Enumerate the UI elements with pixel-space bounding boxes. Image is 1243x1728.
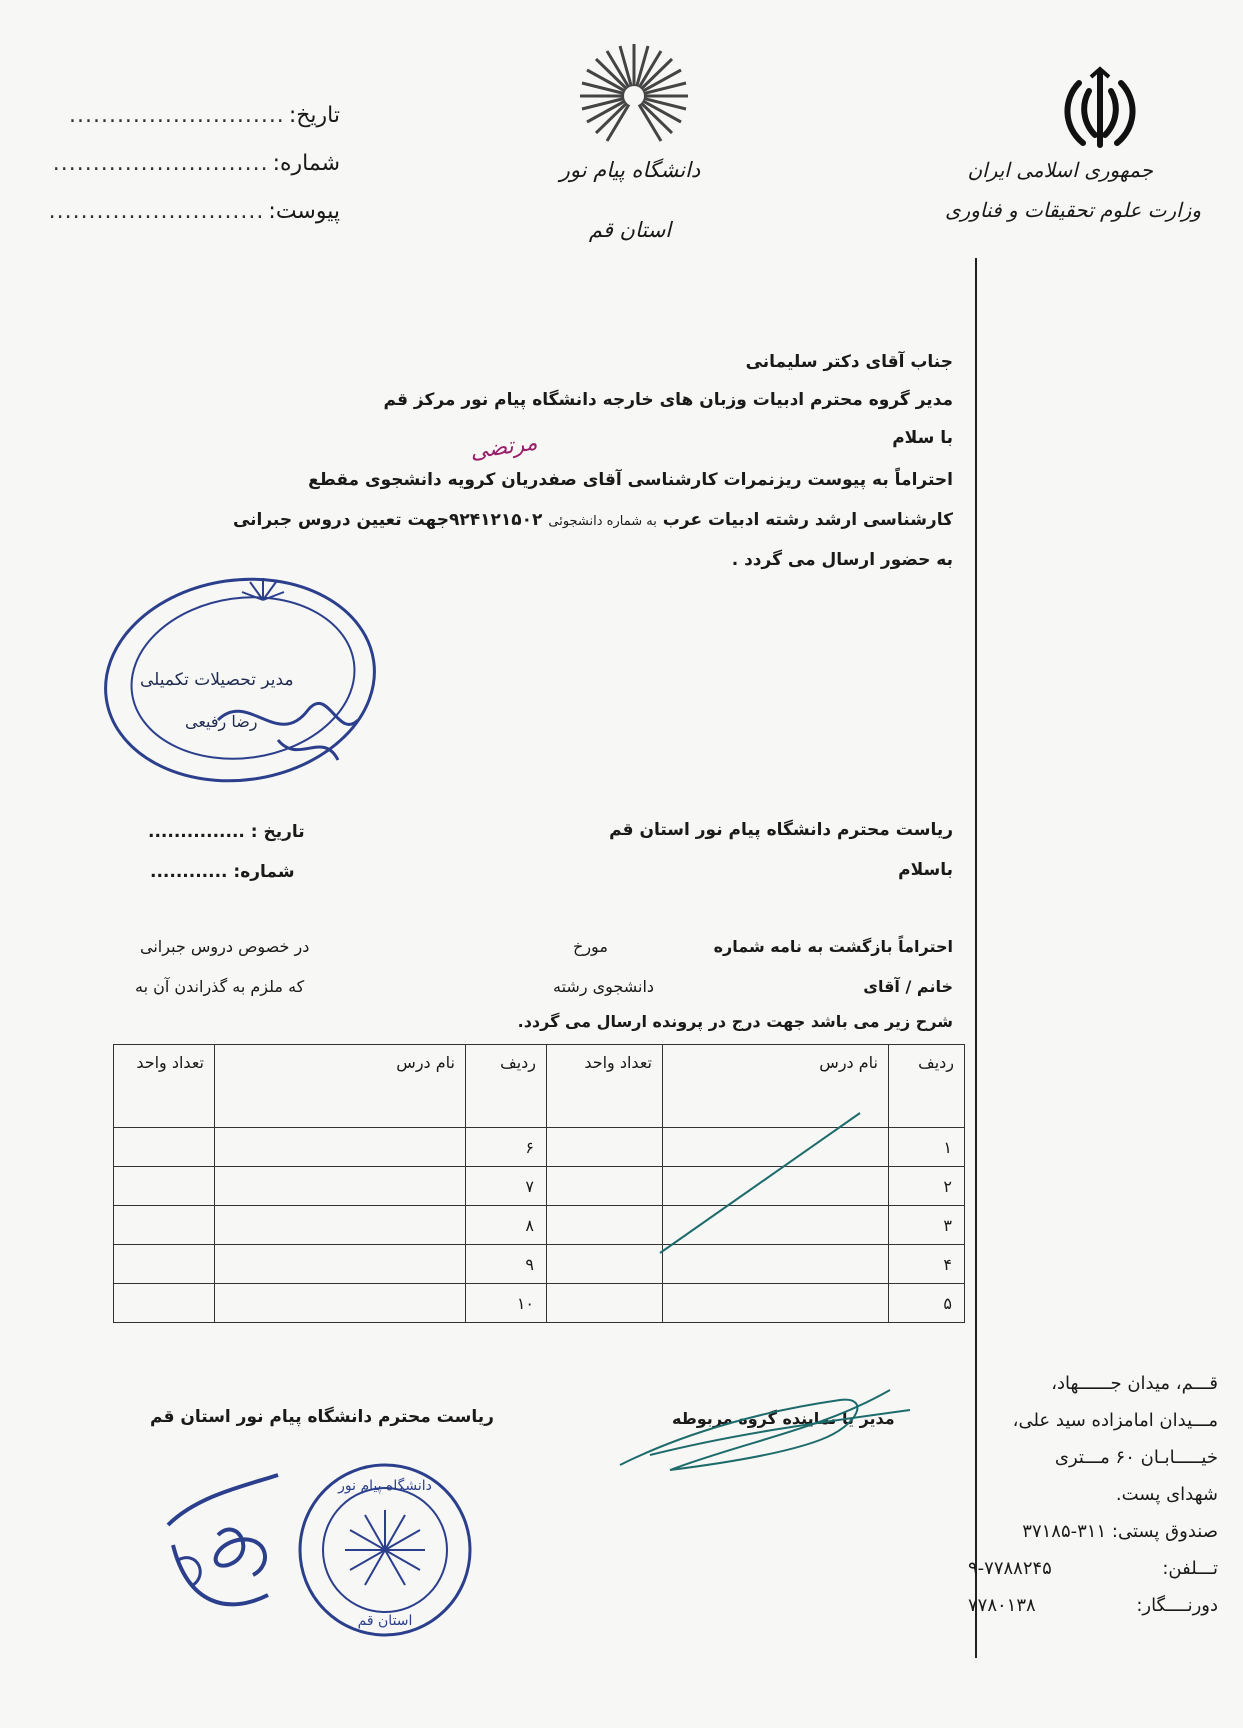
reply-number: شماره: ............ [150, 862, 295, 882]
table-row [114, 1284, 965, 1323]
table-cell: ۱۰ [466, 1284, 547, 1323]
table-cell [114, 1167, 215, 1206]
table-cell [114, 1245, 215, 1284]
table-cell [114, 1128, 215, 1167]
government-name: جمهوری اسلامی ایران [967, 158, 1153, 182]
table-cell: ۷ [466, 1167, 547, 1206]
table-cell [547, 1284, 663, 1323]
reply-p2b: دانشجوی رشته [553, 977, 655, 996]
table-cell [215, 1284, 466, 1323]
attachment-label: پیوست: [268, 199, 340, 224]
attachment-field [48, 188, 340, 236]
date-field [70, 92, 340, 140]
table-cell [114, 1206, 215, 1245]
stamp-name: رضا رفیعی [185, 712, 258, 731]
table-cell [215, 1128, 466, 1167]
col-row-2: ردیف [466, 1045, 547, 1128]
signature-left-title: ریاست محترم دانشگاه پیام نور استان قم [150, 1407, 494, 1427]
reply-p1b: مورخ [573, 937, 608, 956]
address-line2: مـــیدان امامزاده سید علی، [1012, 1410, 1218, 1431]
fax-number: ۷۷۸۰۱۳۸ [968, 1595, 1036, 1616]
number-field [52, 140, 340, 188]
number-dots: ........................... [52, 151, 269, 176]
header-fields [48, 92, 340, 236]
stamp-title: مدیر تحصیلات تکمیلی [140, 670, 294, 690]
reply-p2a: خانم / آقای [863, 977, 953, 996]
table-cell: ۶ [466, 1128, 547, 1167]
university-name: دانشگاه پیام نور [559, 158, 701, 182]
table-cell: ۵ [889, 1284, 965, 1323]
letter-body-line3: به حضور ارسال می گردد . [731, 550, 953, 570]
table-cell [215, 1206, 466, 1245]
number-label: شماره: [272, 151, 340, 176]
reply-date: تاریخ : ............... [148, 822, 305, 842]
handwritten-signature-icon [158, 1465, 288, 1625]
reply-title: ریاست محترم دانشگاه پیام نور استان قم [609, 820, 953, 840]
table-cell [547, 1206, 663, 1245]
date-dots: ........................... [68, 103, 285, 128]
table-cell: ۸ [466, 1206, 547, 1245]
phone-label: تـــلفن: [1162, 1558, 1218, 1579]
letter-role: مدیر گروه محترم ادبیات وزبان های خارجه دانشگاه پیام نور مرکز قم [383, 390, 953, 410]
university-province: استان قم [588, 218, 672, 242]
university-stamp-icon [295, 1460, 475, 1640]
letter-greeting: با سلام [892, 428, 953, 448]
table-cell [215, 1245, 466, 1284]
letter-body-studentno: ۹۲۴۱۲۱۵۰۲جهت تعیین دروس جبرانی [232, 510, 543, 530]
col-units-1: تعداد واحد [547, 1045, 663, 1128]
col-row-1: ردیف [889, 1045, 965, 1128]
address-line3: خیـــــابـان ۶۰ مـــتری [1054, 1447, 1218, 1468]
table-cell: ۹ [466, 1245, 547, 1284]
handwritten-name: مرتضی [468, 430, 539, 465]
col-units-2: تعداد واحد [114, 1045, 215, 1128]
address-phone [968, 1550, 1218, 1587]
iran-emblem-icon [1055, 65, 1145, 155]
university-logo-icon [578, 40, 690, 152]
table-cell [215, 1167, 466, 1206]
fax-label: دورنــــگار: [1136, 1595, 1218, 1616]
address-line1: قـــم، میدان جــــــهاد، [1051, 1373, 1218, 1394]
reply-p3: شرح زیر می باشد جهت درج در پرونده ارسال می گردد. [517, 1012, 953, 1031]
table-cell: ۳ [889, 1206, 965, 1245]
ministry-name: وزارت علوم تحقیقات و فناوری [944, 198, 1201, 222]
col-course-2: نام درس [215, 1045, 466, 1128]
reply-p1a: احتراماً بازگشت به نامه شماره [713, 937, 953, 956]
address-line4: شهدای پست. [1115, 1484, 1218, 1505]
address-postbox: صندوق پستی: ۳۱۱-۳۷۱۸۵ [1022, 1521, 1218, 1542]
reply-p2c: که ملزم به گذراندن آن به [135, 977, 305, 996]
letter-body-field: کارشناسی ارشد رشته ادبیات عرب [662, 510, 953, 530]
date-label: تاریخ: [288, 103, 340, 128]
reply-greeting: باسلام [898, 860, 953, 880]
table-cell: ۲ [889, 1167, 965, 1206]
letter-body-studentno-label: به شماره دانشجوئی [548, 514, 657, 529]
address-fax [968, 1587, 1218, 1624]
signature-right-title: مدیر یا نماینده گروه مربوطه [672, 1409, 895, 1428]
table-cell [547, 1167, 663, 1206]
letter-body-line1: احتراماً به پیوست ریزنمرات کارشناسی آقای صفدریان کرویه دانشجوی مقطع [308, 470, 953, 490]
phone-number: ۹-۷۷۸۸۲۴۵ [968, 1558, 1052, 1579]
table-cell [114, 1284, 215, 1323]
stamp-ring-bottom: استان قم [357, 1613, 413, 1629]
address-block [968, 1365, 1218, 1624]
letter-recipient: جناب آقای دکتر سلیمانی [745, 352, 953, 372]
attachment-dots: ........................... [48, 199, 265, 224]
table-cell [663, 1284, 889, 1323]
letter-body-line2 [123, 510, 953, 530]
strike-through-line [655, 1108, 865, 1258]
col-course-1: نام درس [663, 1045, 889, 1128]
stamp-ring-top: دانشگاه پیام نور [338, 1478, 432, 1494]
table-cell [547, 1128, 663, 1167]
table-cell: ۱ [889, 1128, 965, 1167]
table-cell [547, 1245, 663, 1284]
table-cell: ۴ [889, 1245, 965, 1284]
reply-p1c: در خصوص دروس جبرانی [140, 937, 310, 956]
signature-scribble [610, 1370, 930, 1480]
